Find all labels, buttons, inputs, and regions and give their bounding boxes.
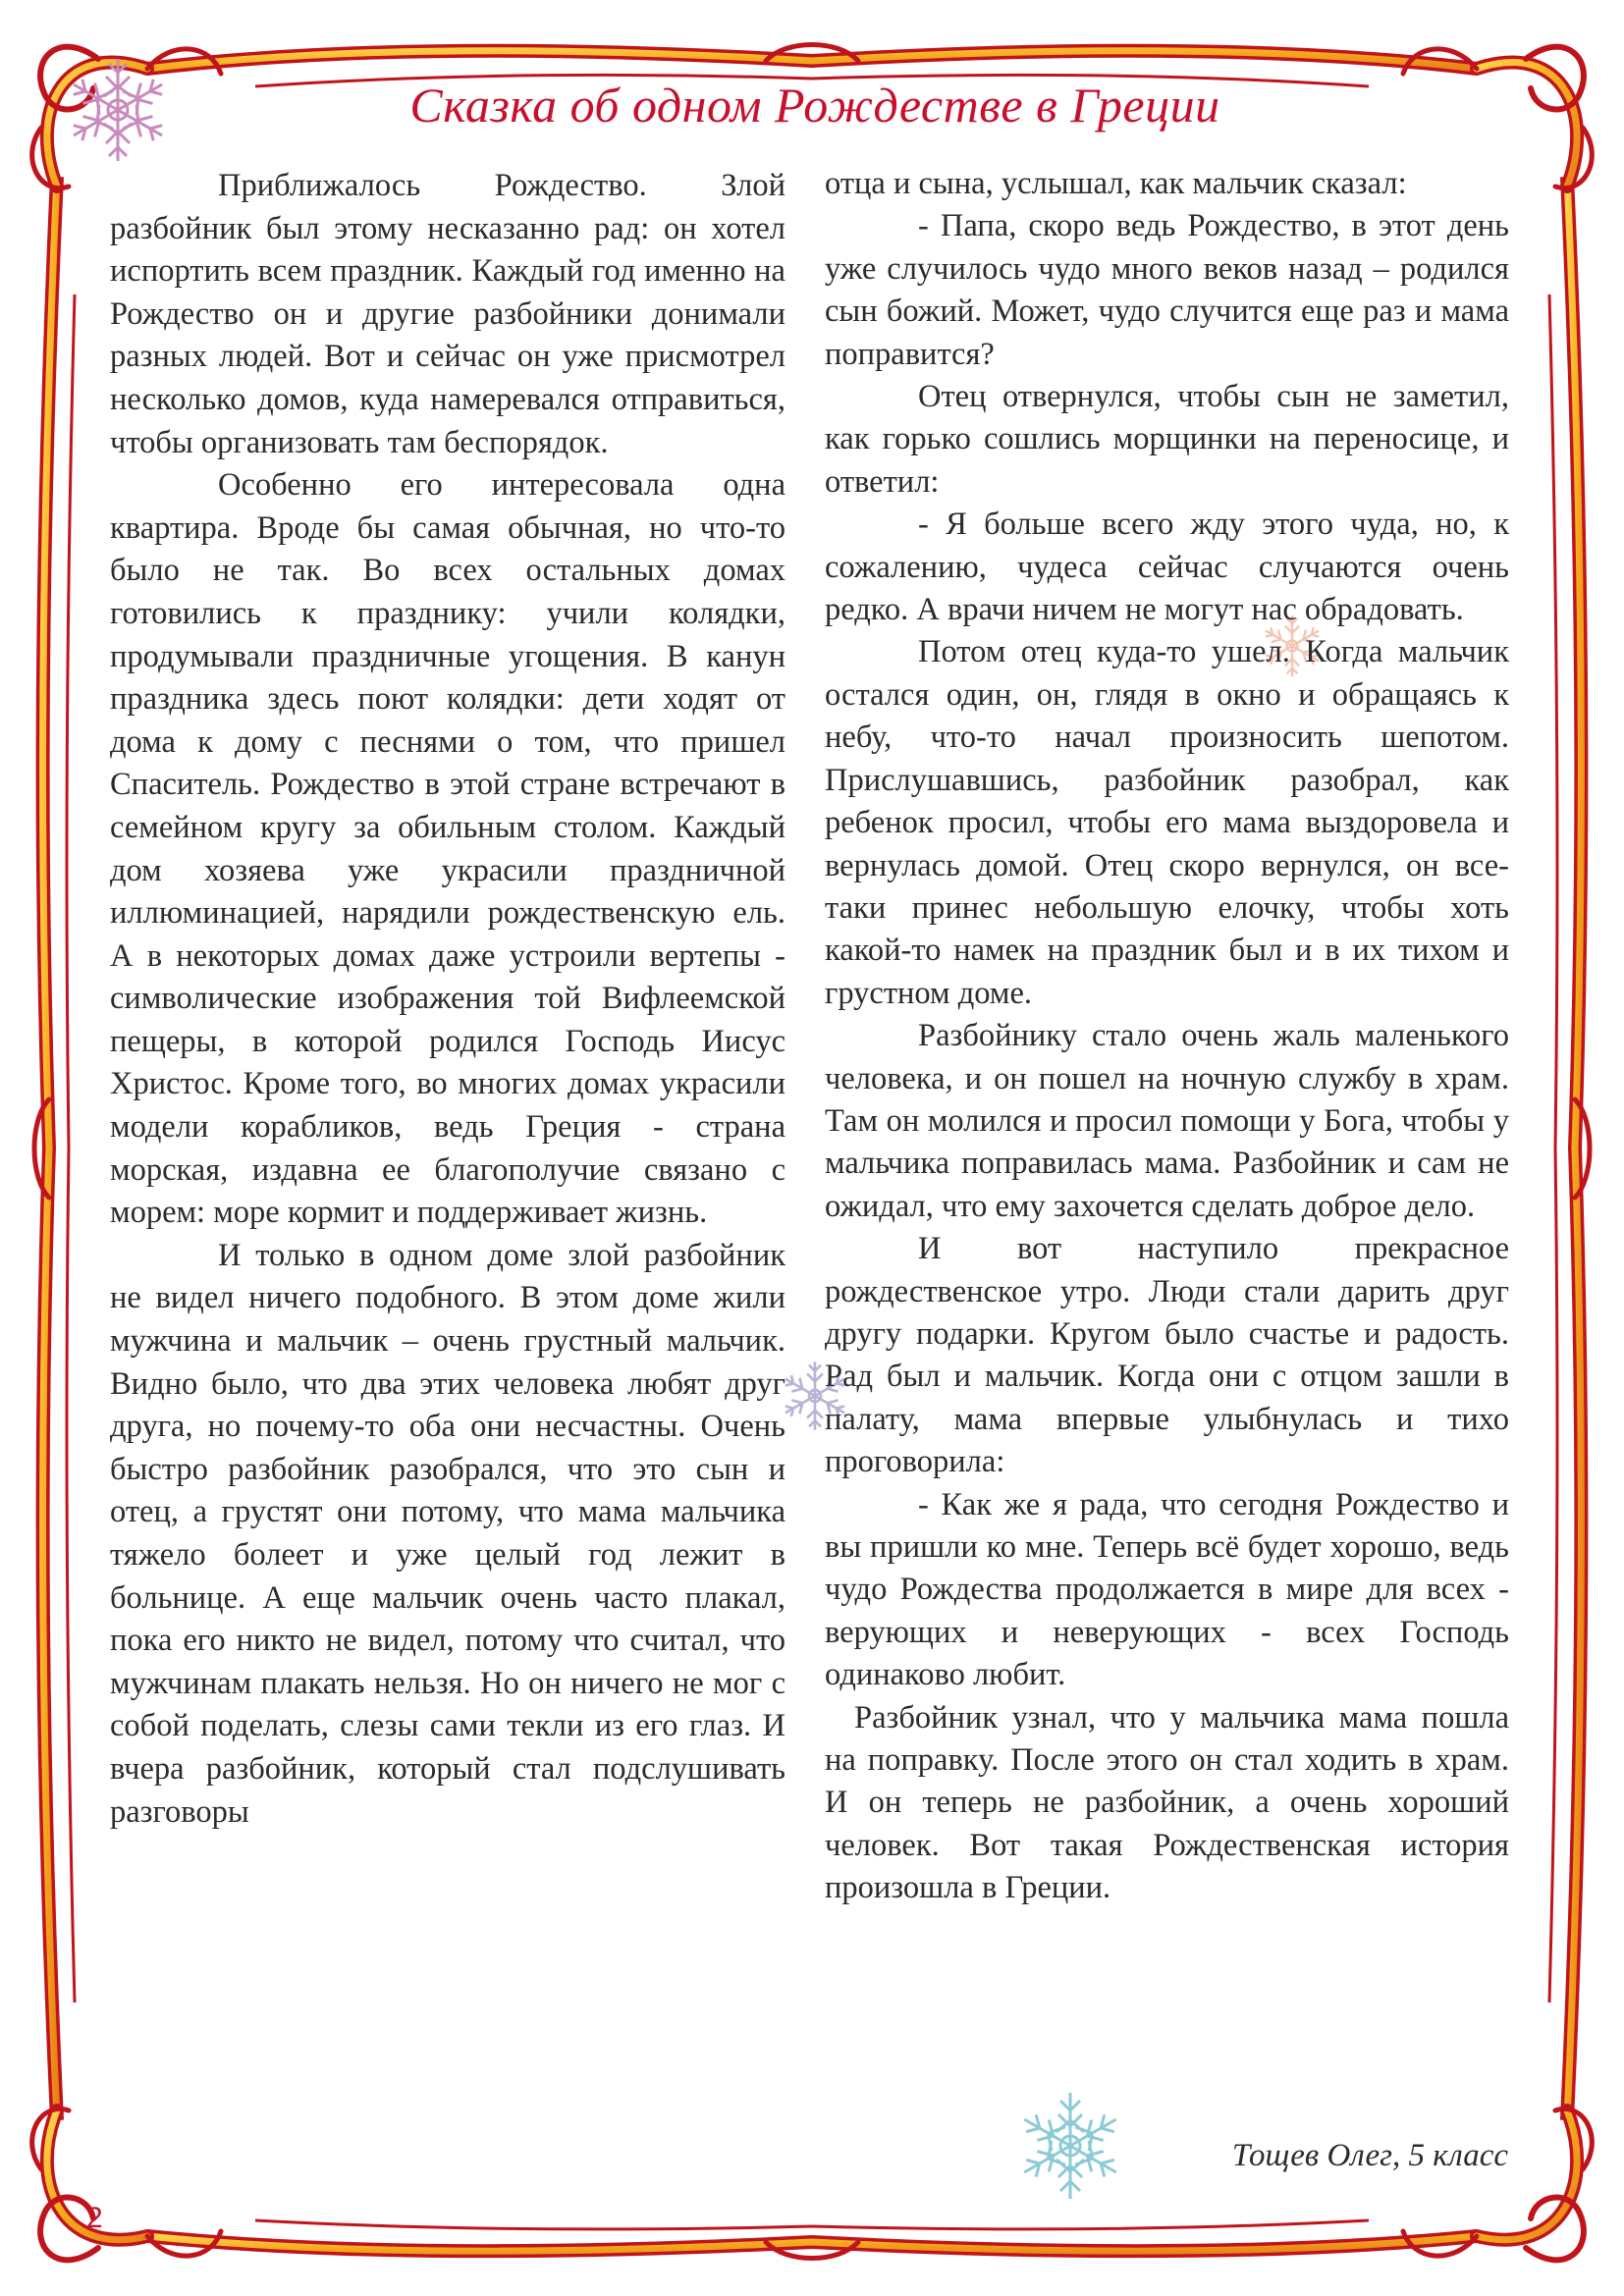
paragraph: Особенно его интересовала одна квартира. Вроде бы самая обычная, но что-то было не так. Во всех остальных домах готовились к празднику: учили колядки, продумывали праздничные угощения. В канун праздника здесь поют колядки: дети ходят от дома к дому с песнями о том, что пришел Спаситель. Рождество в этой стране встречают в семейном кругу за обильным столом. Каждый дом хозяева уже украсили праздничной иллюминацией, нарядили рождественскую ель. А в некоторых домах даже устроили вертепы - символические изображения той Вифлеемской пещеры, в которой родился Господь Иисус Христос. Кроме того, во многих домах украсили модели корабликов, ведь Греция - страна морская, издавна ее благополучие связано с морем: море кормит и поддерживает жизнь.	[110, 467, 785, 1231]
page-number: 2	[86, 2202, 103, 2234]
paragraph: Разбойник узнал, что у мальчика мама пошла на поправку. После этого он стал ходить в храм. И он теперь не разбойник, а очень хороший человек. Вот такая Рождественская история произошла в Греции.	[825, 1699, 1509, 1906]
paragraph: Потом отец куда-то ушел. Когда мальчик остался один, он, глядя в окно и обращаясь к небу, что-то начал произносить шепотом. Прислушавшись, разбойник разобрал, как ребенок просил, чтобы его мама выздоровела и вернулась домой. Отец скоро вернулся, он все-таки принес небольшую елочку, чтобы хоть какой-то намек на праздник был и в их тихом и грустном доме.	[825, 634, 1509, 1011]
frame-bottom-border	[147, 2220, 1477, 2251]
right-column	[825, 163, 1509, 1910]
paragraph: отца и сына, услышал, как мальчик сказал:	[825, 166, 1407, 201]
snowflake-icon	[59, 51, 177, 169]
left-column	[110, 165, 785, 1834]
snowflake-icon	[1011, 2087, 1129, 2205]
paragraph: - Я больше всего жду этого чуда, но, к сожалению, чудеса сейчас случаются очень редко. А врачи ничем не могут нас обрадовать.	[825, 507, 1509, 628]
paragraph: И вот наступило прекрасное рождественское утро. Люди стали дарить друг другу подарки. Кругом было счастье и радость. Рад был и мальчик. Когда они с отцом зашли в палату, мама впервые улыбнулась и тихо проговорила:	[825, 1231, 1509, 1480]
page-title: Сказка об одном Рождестве в Греции	[409, 78, 1220, 133]
paragraph: - Как же я рада, что сегодня Рождество и вы пришли ко мне. Теперь всё будет хорошо, ведь чудо Рождества продолжается в мире для всех - верующих и неверующих - всех Господь одинаково любит.	[825, 1486, 1509, 1693]
paragraph: Отец отвернулся, чтобы сын не заметил, как горько сошлись морщинки на переносице, и ответил:	[825, 379, 1509, 500]
paragraph: Приближалось Рождество. Злой разбойник был этому несказанно рад: он хотел испортить всем праздник. Каждый год именно на Рождество он и другие разбойники донимали разных людей. Вот и сейчас он уже присмотрел несколько домов, куда намеревался отправиться, чтобы организовать там беспорядок.	[110, 168, 785, 460]
paragraph: - Папа, скоро ведь Рождество, в этот день уже случилось чудо много веков назад – родился сын божий. Может, чудо случится еще раз и мама поправится?	[825, 208, 1509, 372]
frame-left-border	[43, 177, 75, 2120]
paragraph: И только в одном доме злой разбойник не видел ничего подобного. В этом доме жили мужчина и мальчик – очень грустный мальчик. Видно было, что два этих человека любят друг друга, но почему-то оба они несчастны. Очень быстро разбойник разобрался, что это сын и отец, а грустят они потому, что мама мальчика тяжело болеет и уже целый год лежит в больнице. А еще мальчик очень часто плакал, пока его никто не видел, потому что считал, что мужчинам плакать нельзя. Но он ничего не мог с собой поделать, слезы сами текли из его глаз. И вчера разбойник, который стал подслушивать разговоры	[110, 1237, 785, 1830]
paragraph: Разбойнику стало очень жаль маленького человека, и он пошел на ночную службу в храм. Там он молился и просил помощи у Бога, чтобы у мальчика поправилась мама. Разбойник и сам не ожидал, что ему захочется сделать доброе дело.	[825, 1018, 1509, 1224]
author-signature: Тощев Олег, 5 класс	[1231, 2138, 1508, 2173]
frame-right-border	[1549, 177, 1581, 2120]
